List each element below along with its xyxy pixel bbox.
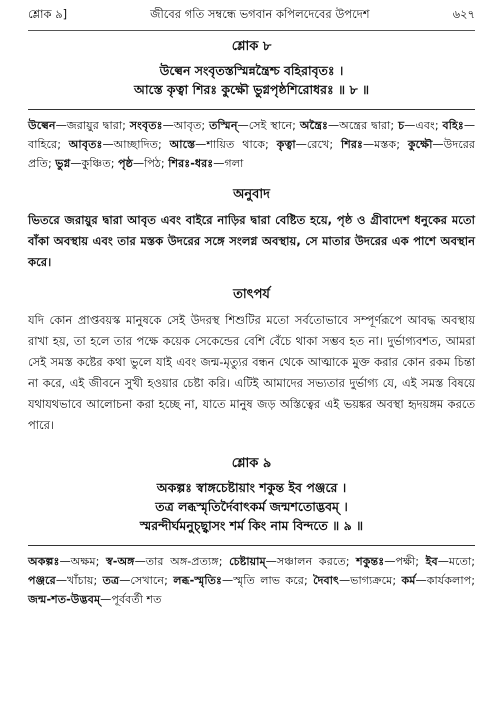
- synonym-meaning: মস্তক: [374, 138, 397, 151]
- verse-9-synonyms: অকল্পঃ—অক্ষম; স্ব-অঙ্গ—তার অঙ্গ-প্রত্যঙ্গ; চেষ্টায়াম্—সঞ্চালন করতে; শকুন্তঃ—পক্ষী; ইব—মতো; পঞ্জরে—খাঁচায়; তত্র—সেখানে; লব্ধ-স্মৃতিঃ—স্মৃতি লাভ করে; দৈবাৎ—ভাগ্যক্রমে; কর্ম—কার্যকলাপ; জন্ম-শত-উদ্ভবম্—পূর্ববর্তী শত: [28, 555, 476, 606]
- verse-9-heading: শ্লোক ৯: [231, 456, 272, 471]
- verse-8-line: আস্তে কৃত্বা শিরঃ কুক্ষৌ ভুগ্নপৃষ্ঠশিরোধরঃ ॥ ৮ ॥: [133, 82, 370, 97]
- synonym-meaning: পিঠ: [144, 157, 161, 170]
- synonym-meaning: খাঁচায়: [67, 574, 94, 587]
- synonym-meaning: জরায়ুর দ্বারা: [66, 119, 123, 132]
- synonym-meaning: অক্ষম: [70, 555, 96, 568]
- synonym-word: বহিঃ: [442, 119, 464, 132]
- synonym-meaning: অন্ত্রের দ্বারা: [339, 119, 391, 132]
- synonym-word: শিরঃ: [341, 138, 363, 151]
- synonym-word: লব্ধ-স্মৃতিঃ: [173, 574, 222, 587]
- header-verse-ref: শ্লোক ৯]: [28, 6, 68, 21]
- running-header: [28, 0, 475, 31]
- divider: [28, 109, 475, 110]
- synonym-meaning: সেই স্থানে: [248, 119, 293, 132]
- synonym-word: তস্মিন্: [209, 119, 238, 132]
- synonym-word: অকল্পঃ: [28, 555, 60, 568]
- synonym-word: পঞ্জরে: [28, 574, 56, 587]
- synonym-meaning: ভাগ্যক্রমে: [350, 574, 393, 587]
- purport-text: যদি কোন প্রাপ্তবয়স্ক মানুষকে সেই উদরস্থ শিশুটির মতো সর্বতোভাবে সম্পূর্ণরূপে আবদ্ধ অবস্থায় রাখা হয়, তা হলে তার পক্ষে কয়েক সেকেন্ডের বেশি বেঁচে থাকা সম্ভব হত না। দুর্ভাগ্যবশত, আমরা সেই সমস্ত কষ্টের কথা ভুলে যাই এবং জন্ম-মৃত্যুর বন্ধন থেকে আত্মাকে মুক্ত করার কোন রকম চিন্তা না করে, এই জীবনে সুখী হওয়ার চেষ্টা করি। এটিই আমাদের সভ্যতার দুর্ভাগ্য যে, এই সমস্ত বিষয়ে যথাযথভাবে আলোচনা করা হচ্ছে না, যাতে মানুষ জড় অস্তিত্বের এই ভয়ঙ্কর অবস্থা হৃদয়ঙ্গম করতে পারে।: [28, 313, 475, 432]
- synonym-meaning: রেখে: [306, 138, 330, 151]
- synonym-meaning: উদরের প্রতি: [28, 138, 476, 170]
- synonym-word: চেষ্টায়াম্: [229, 555, 266, 568]
- header-chapter-title: জীবের গতি সম্বন্ধে ভগবান কপিলদেবের উপদেশ: [150, 6, 370, 21]
- synonym-word: স্ব-অঙ্গ: [106, 555, 135, 568]
- synonym-word: কুক্ষৌ: [407, 138, 433, 151]
- synonym-word: সংবৃতঃ: [129, 119, 163, 132]
- verse-9-line: স্মরন্দীর্ঘমনুচ্ছ্বাসং শর্ম কিং নাম বিন্দতে ॥ ৯ ॥: [139, 518, 364, 533]
- verse-8-heading: শ্লোক ৮: [231, 39, 272, 54]
- synonym-meaning: কুঞ্চিত: [81, 157, 111, 170]
- synonym-word: শকুন্তঃ: [356, 555, 385, 568]
- synonym-meaning: আচ্ছাদিত: [113, 138, 158, 151]
- synonym-word: দৈবাৎ: [313, 574, 339, 587]
- synonym-word: কৃত্বা: [276, 138, 296, 151]
- verse-8-synonyms: উল্বেন—জরায়ুর দ্বারা; সংবৃতঃ—আবৃত; তস্মিন্—সেই স্থানে; অন্ত্রৈঃ—অন্ত্রের দ্বারা; চ—এবং; বহিঃ—বাহিরে; আবৃতঃ—আচ্ছাদিত; আস্তে—শায়িত থাকে; কৃত্বা—রেখে; শিরঃ—মস্তক; কুক্ষৌ—উদরের প্রতি; ভুগ্ন—কুঞ্চিত; পৃষ্ঠ—পিঠ; শিরঃ-ধরঃ—গলা: [28, 119, 476, 170]
- synonym-word: আবৃতঃ: [68, 138, 103, 151]
- synonym-word: শিরঃ-ধরঃ: [168, 157, 214, 170]
- verse-9-line: অকল্পঃ স্বাঙ্গচেষ্টায়াং শকুন্ত ইব পঞ্জরে ।: [156, 480, 347, 495]
- synonym-meaning: সঞ্চালন করতে: [276, 555, 346, 568]
- synonym-meaning: পক্ষী: [395, 555, 416, 568]
- synonym-word: জন্ম-শত-উদ্ভবম্: [28, 593, 101, 606]
- translation-text: ভিতরে জরায়ুর দ্বারা আবৃত এবং বাইরে নাড়ির দ্বারা বেষ্টিত হয়ে, পৃষ্ঠ ও গ্রীবাদেশ ধনুকের মতো বাঁকা অবস্থায় এবং তার মস্তক উদরের সঙ্গে সংলগ্ন অবস্থায়, সে মাতার উদরের এক পাশে অবস্থান করে।: [28, 213, 475, 269]
- verse-9-line: তত্র লব্ধস্মৃতির্দৈবাৎকর্ম জন্মশতোদ্ভবম্ ।: [155, 499, 348, 514]
- synonym-meaning: মতো: [448, 555, 472, 568]
- synonym-word: চ: [398, 119, 405, 132]
- synonym-meaning: স্মৃতি লাভ করে: [233, 574, 304, 587]
- synonym-meaning: তার অঙ্গ-প্রত্যঙ্গ: [145, 555, 219, 568]
- synonym-word: ভুগ্ন: [55, 157, 71, 170]
- page-number: ৬২৭: [452, 6, 475, 21]
- divider: [28, 545, 475, 546]
- synonym-word: পৃষ্ঠ: [118, 157, 133, 170]
- verse-8-line: উল্বেন সংবৃতস্তস্মিন্নন্ত্রৈশ্চ বহিরাবৃতঃ ।: [159, 63, 344, 78]
- synonym-word: কর্ম: [401, 574, 416, 587]
- synonym-meaning: সেখানে: [130, 574, 165, 587]
- synonym-word: ইব: [425, 555, 438, 568]
- synonym-meaning: শায়িত থাকে: [206, 138, 266, 151]
- synonym-meaning: আবৃত: [173, 119, 202, 132]
- synonym-word: তত্র: [102, 574, 120, 587]
- synonym-word: উল্বেন: [28, 119, 56, 132]
- synonym-word: অন্ত্রৈঃ: [299, 119, 328, 132]
- synonym-meaning: এবং: [415, 119, 435, 132]
- synonym-word: আস্তে: [169, 138, 196, 151]
- synonym-meaning: গলা: [224, 157, 244, 170]
- synonym-meaning: কার্যকলাপ: [426, 574, 472, 587]
- purport-heading: তাৎপর্য: [233, 287, 270, 302]
- synonym-meaning: বাহিরে: [28, 138, 58, 151]
- translation-heading: অনুবাদ: [233, 187, 270, 202]
- synonym-meaning: পূর্ববর্তী শত: [111, 593, 162, 606]
